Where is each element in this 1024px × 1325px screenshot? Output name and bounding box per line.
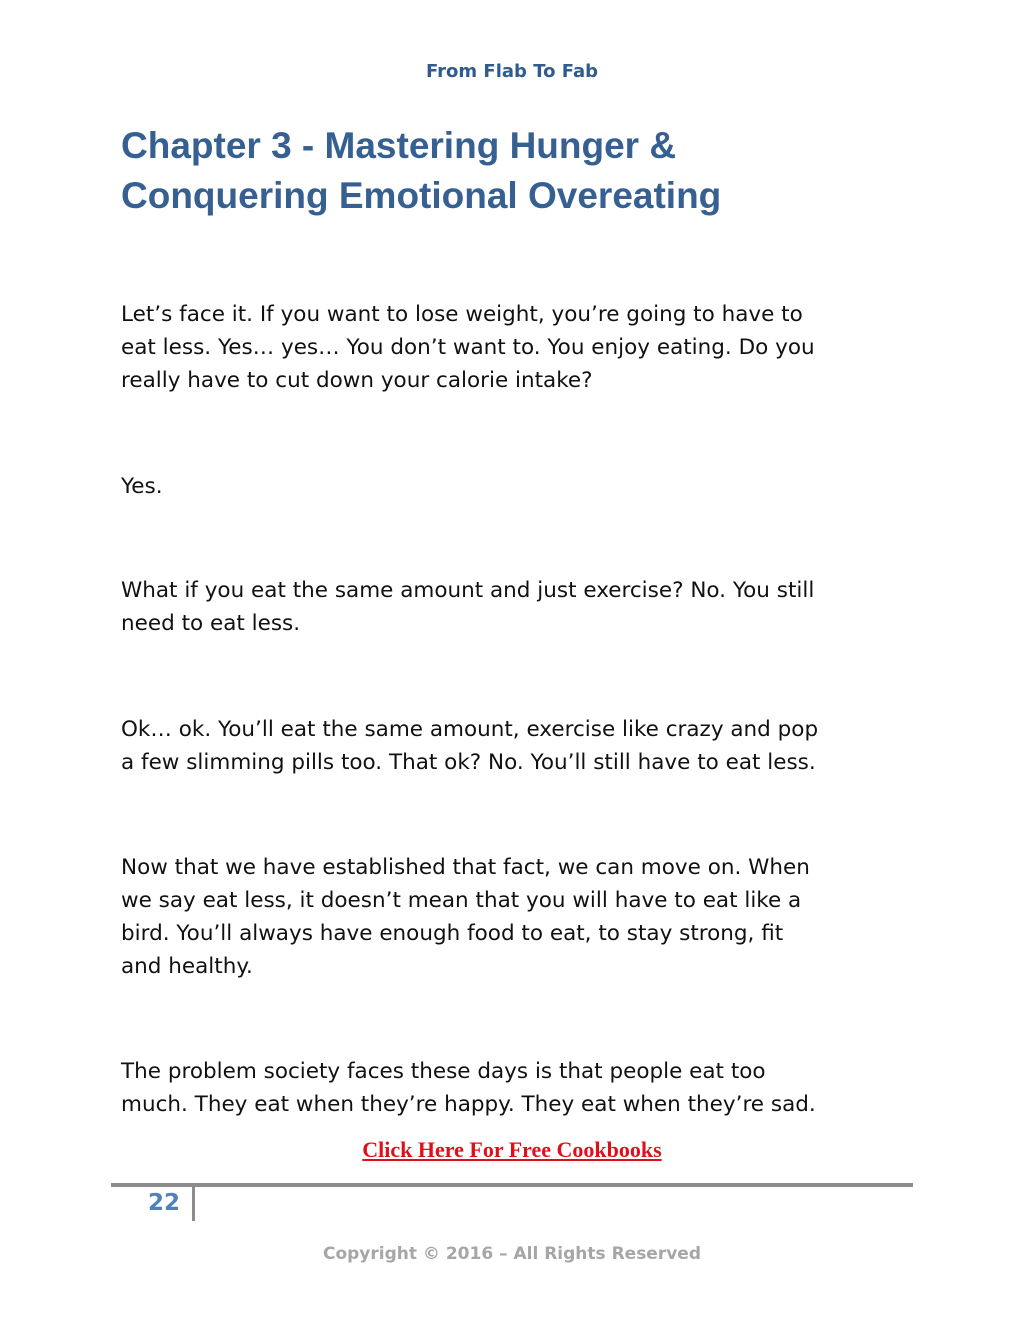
chapter-title: [121, 121, 921, 221]
free-cookbooks-link[interactable]: Click Here For Free Cookbooks: [362, 1137, 662, 1162]
body-paragraph: What if you eat the same amount and just exercise? No. You still need to eat less.: [121, 578, 815, 636]
body-paragraph: Ok… ok. You’ll eat the same amount, exercise like crazy and pop a few slimming pills too. That ok? No. You’ll still have to eat less.: [121, 717, 819, 775]
copyright-notice: Copyright © 2016 – All Rights Reserved: [322, 1244, 702, 1264]
body-paragraph: The problem society faces these days is that people eat too much. They eat when they’re happy. They eat when they’re sad.: [121, 1059, 816, 1117]
body-paragraph: Now that we have established that fact, we can move on. When we say eat less, it doesn’t mean that you will have to eat like a bird. You’ll always have enough food to eat, to stay strong, fit and healthy.: [121, 855, 810, 979]
page-number: 22: [148, 1190, 181, 1216]
page-number-divider: [192, 1187, 195, 1221]
footer-divider: [111, 1183, 913, 1187]
body-paragraph: Yes.: [121, 474, 163, 499]
body-paragraph: Let’s face it. If you want to lose weight, you’re going to have to eat less. Yes… yes… You don’t want to. You enjoy eating. Do you really have to cut down your calorie intake?: [121, 302, 815, 393]
chapter-title-line-1: Chapter 3 - Mastering Hunger &: [121, 125, 677, 166]
running-header: From Flab To Fab: [426, 61, 598, 82]
chapter-title-line-2: Conquering Emotional Overeating: [121, 175, 722, 216]
